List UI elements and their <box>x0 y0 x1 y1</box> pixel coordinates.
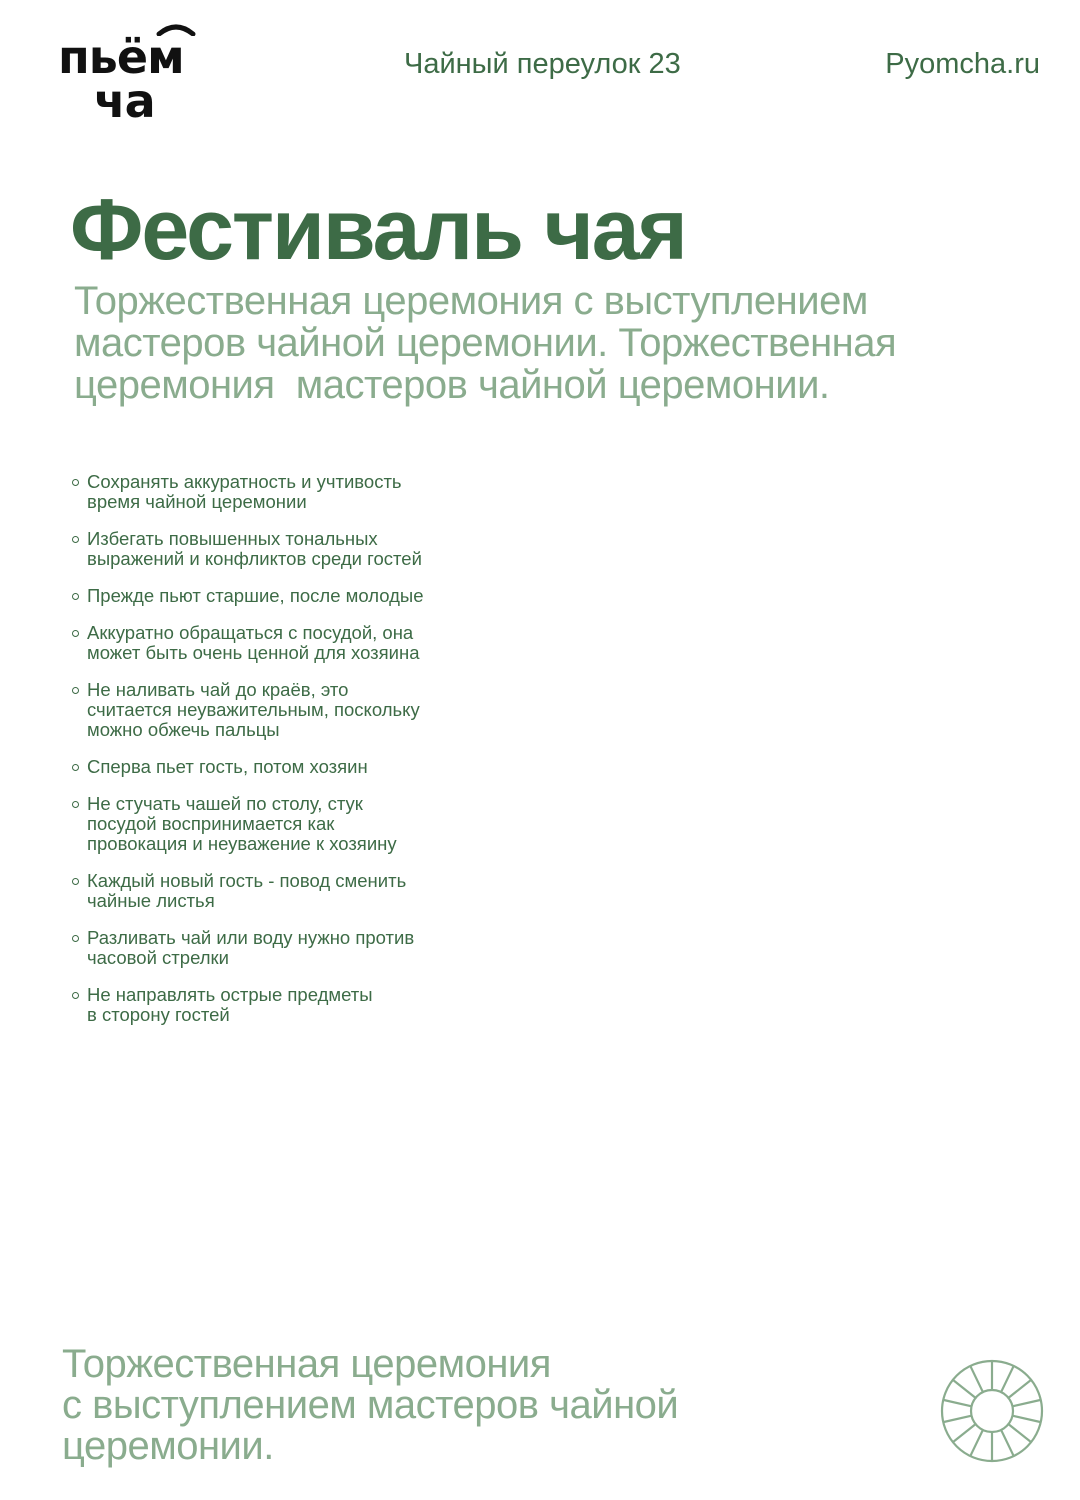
logo <box>58 22 198 128</box>
sun-ray <box>970 1366 983 1392</box>
rule-text: Не направлять острые предметы <box>87 984 373 1005</box>
rule-text: Аккуратно обращаться с посудой, она <box>87 622 414 643</box>
logo-word-1: пьём <box>58 30 184 84</box>
circle-bullet-icon <box>72 935 79 942</box>
circle-bullet-icon <box>72 801 79 808</box>
logo-word-2: ча <box>94 74 155 128</box>
circle-bullet-icon <box>72 878 79 885</box>
sun-ray <box>1012 1400 1040 1406</box>
list-item <box>72 985 492 1025</box>
circle-bullet-icon <box>72 687 79 694</box>
subtitle <box>74 280 1034 406</box>
rule-text: Сперва пьет гость, потом хозяин <box>87 756 368 777</box>
rule-text: можно обжечь пальцы <box>87 719 280 740</box>
sun-ray <box>1001 1366 1014 1392</box>
circle-bullet-icon <box>72 764 79 771</box>
list-item <box>72 871 492 911</box>
subtitle-line: Торжественная церемония с выступлением <box>74 279 868 323</box>
rule-text: Разливать чай или воду нужно против <box>87 927 415 948</box>
list-item <box>72 586 492 606</box>
subtitle-line: церемония мастеров чайной церемонии. <box>74 363 830 407</box>
sun-ray <box>1008 1424 1031 1442</box>
circle-bullet-icon <box>72 992 79 999</box>
list-item <box>72 623 492 663</box>
list-item <box>72 680 492 740</box>
rule-text: выражений и конфликтов среди гостей <box>87 548 422 569</box>
list-item <box>72 794 492 854</box>
sun-ray <box>1012 1416 1040 1422</box>
website-link[interactable]: Pyomcha.ru <box>885 48 1040 80</box>
sun-icon <box>939 1358 1045 1464</box>
sun-ray <box>953 1424 976 1442</box>
subtitle-line: мастеров чайной церемонии. Торжественная <box>74 321 897 365</box>
address: Чайный переулок 23 <box>404 48 681 80</box>
circle-bullet-icon <box>72 479 79 486</box>
sun-ray <box>1008 1380 1031 1398</box>
footer-line: Торжественная церемония <box>62 1342 551 1386</box>
rule-text: может быть очень ценной для хозяина <box>87 642 420 663</box>
rule-text: Избегать повышенных тональных <box>87 528 378 549</box>
circle-bullet-icon <box>72 630 79 637</box>
list-item <box>72 928 492 968</box>
circle-bullet-icon <box>72 593 79 600</box>
footer-tagline <box>62 1344 678 1467</box>
circle-bullet-icon <box>72 536 79 543</box>
rule-text: чайные листья <box>87 890 215 911</box>
sun-ray <box>953 1380 976 1398</box>
sun-ray <box>1001 1430 1014 1456</box>
rule-text: Прежде пьют старшие, после молодые <box>87 585 424 606</box>
sun-ray <box>970 1430 983 1456</box>
footer-line: церемонии. <box>62 1424 274 1468</box>
rule-text: время чайной церемонии <box>87 491 307 512</box>
list-item <box>72 472 492 512</box>
rule-text: провокация и неуважение к хозяину <box>87 833 397 854</box>
rule-text: Не стучать чашей по столу, стук <box>87 793 363 814</box>
rule-text: Каждый новый гость - повод сменить <box>87 870 407 891</box>
rule-text: часовой стрелки <box>87 947 229 968</box>
page-title: Фестиваль чая <box>70 182 686 278</box>
rule-text: в сторону гостей <box>87 1004 230 1025</box>
rule-text: посудой воспринимается как <box>87 813 335 834</box>
footer-line: с выступлением мастеров чайной <box>62 1383 679 1427</box>
etiquette-rules-list <box>72 472 492 1042</box>
sun-ray <box>943 1416 971 1422</box>
rule-text: Не наливать чай до краёв, это <box>87 679 349 700</box>
sun-ray <box>943 1400 971 1406</box>
rule-text: Сохранять аккуратность и учтивость <box>87 471 402 492</box>
list-item <box>72 757 492 777</box>
rule-text: считается неуважительным, поскольку <box>87 699 420 720</box>
list-item <box>72 529 492 569</box>
